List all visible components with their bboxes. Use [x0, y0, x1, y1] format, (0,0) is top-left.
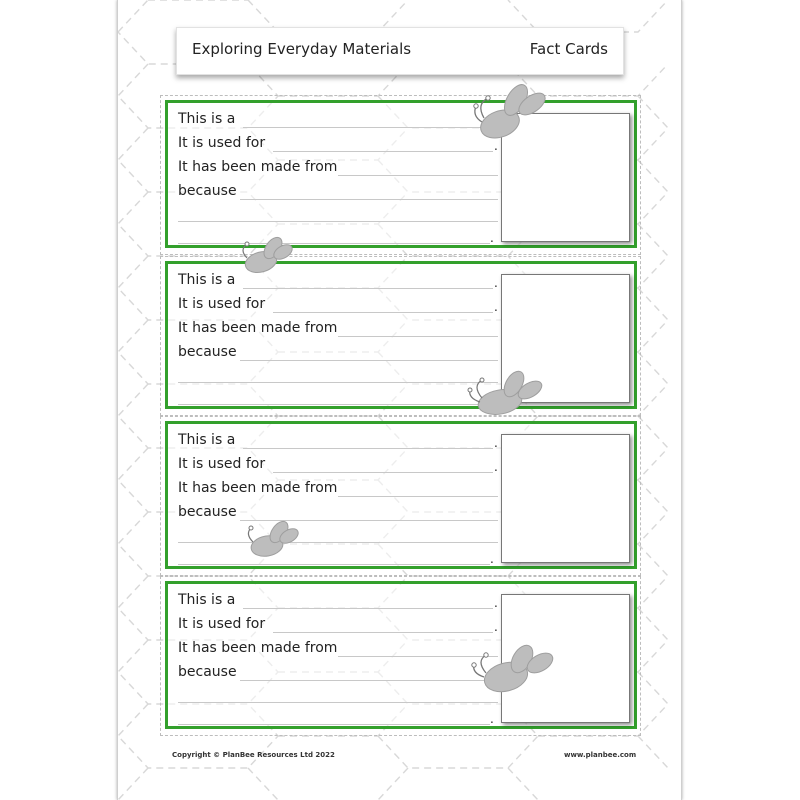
write-line[interactable] [178, 404, 490, 405]
write-line[interactable] [338, 175, 498, 176]
fact-card-lines [178, 584, 498, 732]
fact-card-lines [178, 424, 498, 572]
write-line[interactable] [338, 496, 498, 497]
bee-icon [470, 643, 560, 699]
website-link[interactable]: www.planbee.com [564, 751, 637, 759]
write-line[interactable] [273, 472, 493, 473]
card-line-used-for: It is used for [178, 456, 266, 472]
write-line[interactable] [273, 151, 493, 152]
fact-card [165, 581, 637, 729]
card-line-made-from: It has been made from [178, 159, 338, 175]
write-line[interactable] [240, 199, 498, 200]
fact-card [165, 261, 637, 409]
full-stop: . [494, 596, 498, 610]
bee-icon [466, 370, 550, 418]
write-line[interactable] [178, 702, 498, 703]
write-line[interactable] [243, 608, 493, 609]
card-line-this-is: This is a [178, 111, 236, 127]
write-line[interactable] [243, 288, 493, 289]
write-line[interactable] [243, 448, 493, 449]
bee-icon [241, 518, 301, 564]
fact-card [165, 421, 637, 569]
card-line-because: because [178, 664, 237, 680]
write-line[interactable] [178, 221, 498, 222]
card-line-made-from: It has been made from [178, 640, 338, 656]
picture-box[interactable] [501, 434, 630, 563]
bee-icon [235, 236, 295, 282]
full-stop: . [494, 460, 498, 474]
write-line[interactable] [273, 632, 493, 633]
card-line-used-for: It is used for [178, 135, 266, 151]
write-line[interactable] [178, 564, 490, 565]
write-line[interactable] [240, 680, 498, 681]
full-stop: . [494, 276, 498, 290]
copyright-text: Copyright © PlanBee Resources Ltd 2022 [172, 751, 335, 759]
full-stop: . [494, 139, 498, 153]
full-stop: . [494, 620, 498, 634]
card-line-because: because [178, 344, 237, 360]
write-line[interactable] [178, 243, 490, 244]
full-stop: . [494, 300, 498, 314]
fact-card [165, 100, 637, 248]
write-line[interactable] [178, 542, 498, 543]
full-stop: . [490, 231, 494, 245]
card-line-this-is: This is a [178, 592, 236, 608]
write-line[interactable] [178, 382, 498, 383]
full-stop: . [490, 552, 494, 566]
card-line-because: because [178, 504, 237, 520]
bee-icon [470, 82, 550, 148]
full-stop: . [490, 712, 494, 726]
card-line-made-from: It has been made from [178, 480, 338, 496]
card-line-used-for: It is used for [178, 616, 266, 632]
card-line-made-from: It has been made from [178, 320, 338, 336]
worksheet-page [117, 0, 682, 800]
write-line[interactable] [338, 336, 498, 337]
title-banner [176, 27, 624, 75]
card-line-because: because [178, 183, 237, 199]
write-line[interactable] [240, 360, 498, 361]
card-line-this-is: This is a [178, 432, 236, 448]
card-line-this-is: This is a [178, 272, 236, 288]
full-stop: . [494, 436, 498, 450]
page-title: Exploring Everyday Materials [192, 40, 412, 58]
fact-card-lines [178, 264, 498, 412]
fact-card-lines [178, 103, 498, 251]
write-line[interactable] [178, 724, 490, 725]
card-line-used-for: It is used for [178, 296, 266, 312]
write-line[interactable] [243, 127, 493, 128]
write-line[interactable] [273, 312, 493, 313]
page-subtitle: Fact Cards [529, 40, 608, 58]
